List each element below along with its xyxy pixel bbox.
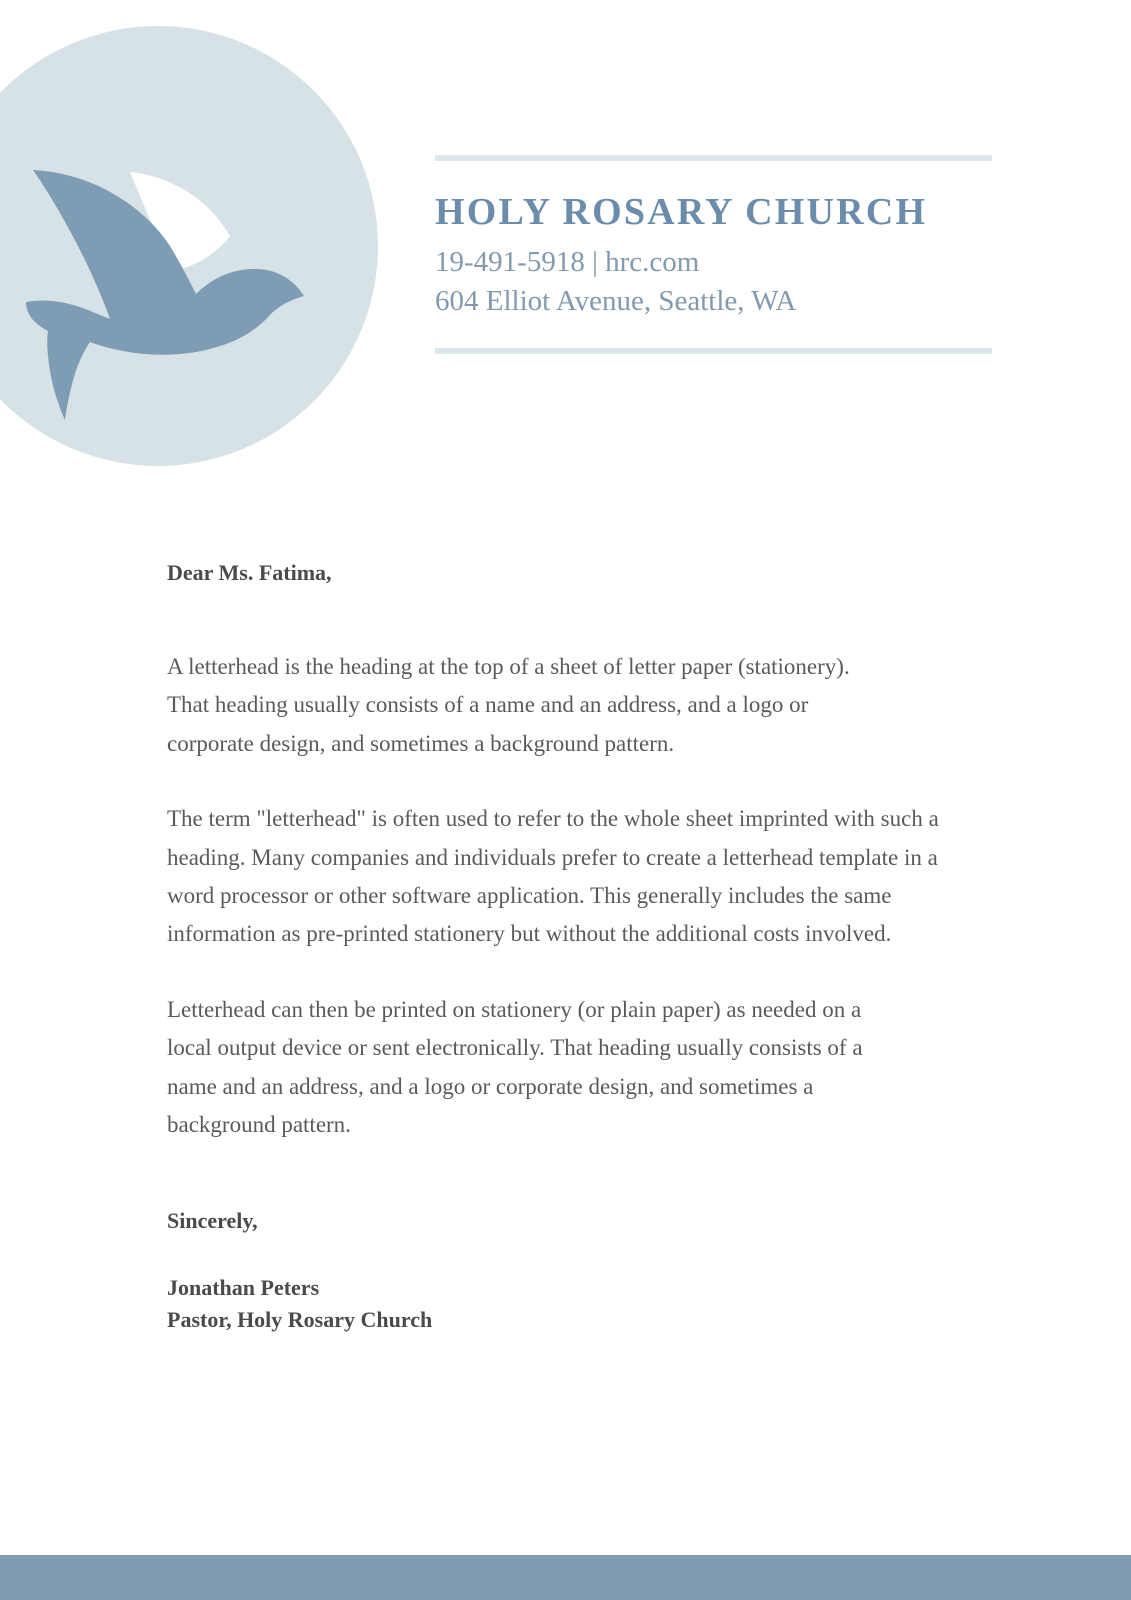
header-text-block	[435, 155, 992, 354]
header-rule-bottom	[435, 348, 992, 354]
contact-address: 604 Elliot Avenue, Seattle, WA	[435, 285, 797, 318]
signer-title: Pastor, Holy Rosary Church	[167, 1306, 433, 1332]
footer-accent-bar	[0, 1555, 1131, 1600]
body-paragraph-2: The term "letterhead" is often used to refer to the whole sheet imprinted with such a heading. Many companies and individuals prefer to create a letterhead template in a word processor or other software application. This generally includes the same information as pre-printed stationery but without the additional costs involved.	[167, 806, 939, 947]
letter-body	[167, 560, 957, 1335]
signature-block	[167, 1272, 957, 1334]
body-paragraph-3: Letterhead can then be printed on stationery (or plain paper) as needed on a local output device or sent electronically. That heading usually consists of a name and an address, and a logo or corporate design, and sometimes a background pattern.	[167, 996, 863, 1138]
body-paragraph-1: A letterhead is the heading at the top of a sheet of letter paper (stationery). That heading usually consists of a name and an address, and a logo or corporate design, and sometimes a background pattern.	[167, 654, 850, 756]
contact-phone-web: 19-491-5918 | hrc.com	[435, 245, 700, 278]
organization-name: HOLY ROSARY CHURCH	[435, 191, 928, 233]
signer-name: Jonathan Peters	[167, 1275, 320, 1301]
letterhead-header	[0, 0, 1131, 500]
dove-icon	[20, 150, 320, 420]
closing-salutation: Sincerely,	[167, 1208, 258, 1234]
salutation: Dear Ms. Fatima,	[167, 560, 332, 585]
